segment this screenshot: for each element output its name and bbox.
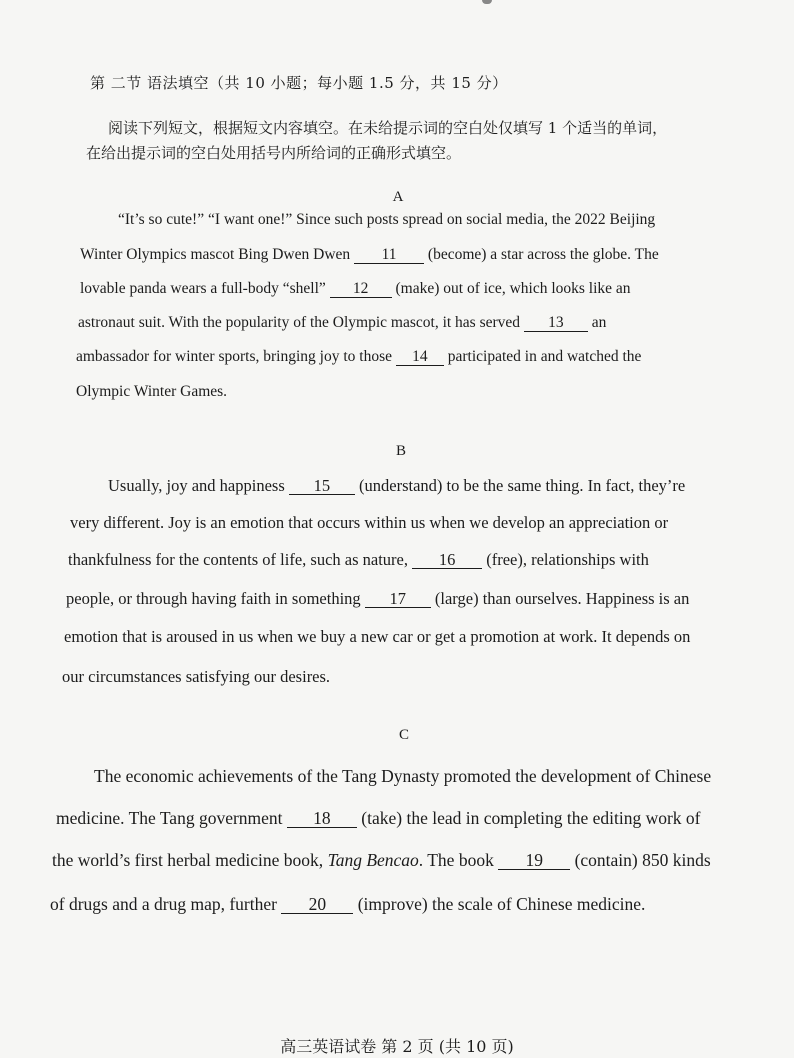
passage-c-text: of drugs and a drug map, further [50,894,282,914]
blank-14[interactable]: 14 [396,349,444,366]
passage-a-text: (become) a star across the globe. The [424,246,659,263]
passage-a-text: (make) out of ice, which looks like an [391,280,631,297]
blank-20[interactable]: 20 [281,895,353,914]
passage-b-text: (free), relationships with [482,550,649,569]
passage-a-text: ambassador for winter sports, bringing joy to those [76,348,396,365]
passage-b-text: (understand) to be the same thing. In fact, they’re [354,476,686,495]
passage-a-line-4 [78,314,606,332]
passage-a-line-2 [80,246,659,264]
passage-c-text: the world’s first herbal medicine book, [52,850,328,870]
blank-11[interactable]: 11 [354,247,424,264]
instructions-line-1: 阅读下列短文，根据短文内容填空。在未给提示词的空白处仅填写 1 个适当的单词， [108,119,668,137]
passage-c-line-2 [56,808,701,829]
passage-b-line-1 [108,476,685,496]
passage-a-line-3 [80,280,631,298]
passage-c-line-4 [50,894,645,915]
passage-c-line-1: The economic achievements of the Tang Dynasty promoted the development of Chinese [94,766,712,786]
passage-b-line-2: very different. Joy is an emotion that occurs within us when we develop an appreciation or [70,513,669,532]
book-title: Tang Bencao [327,850,419,870]
passage-b-letter: B [395,443,406,459]
passage-b-text: people, or through having faith in something [66,589,365,608]
passage-a-text: astronaut suit. With the popularity of the Olympic mascot, it has served [78,314,524,331]
passage-a-letter: A [392,189,404,205]
blank-15[interactable]: 15 [289,477,355,495]
passage-b-text: Usually, joy and happiness [108,476,289,495]
passage-b-text: (large) than ourselves. Happiness is an [430,589,690,608]
passage-c-text: (take) the lead in completing the editing work of [356,808,701,828]
page-footer: 高三英语试卷 第 2 页 (共 10 页) [280,1037,514,1056]
passage-c-text: medicine. The Tang government [56,808,287,828]
blank-17[interactable]: 17 [365,590,431,608]
passage-c-text: (improve) the scale of Chinese medicine. [353,894,646,914]
passage-b-line-4 [66,589,689,609]
passage-b-line-3 [68,550,649,570]
passage-b-text: thankfulness for the contents of life, such as nature, [68,550,413,569]
passage-c-line-3 [52,850,711,871]
blank-12[interactable]: 12 [330,281,392,298]
blank-13[interactable]: 13 [524,315,588,332]
passage-b-line-6: our circumstances satisfying our desires. [62,667,331,686]
passage-c-text: . The book [418,850,499,870]
passage-a-text: lovable panda wears a full-body “shell” [80,280,330,297]
passage-c-text: (contain) 850 kinds [570,850,711,870]
passage-a-line-5 [76,348,641,366]
instructions-line-2: 在给出提示词的空白处用括号内所给词的正确形式填空。 [86,144,462,162]
passage-a-text: an [587,314,607,331]
passage-a-line-1: “It’s so cute!” “I want one!” Since such posts spread on social media, the 2022 Beijing [118,211,656,228]
passage-a-text: participated in and watched the [443,348,642,365]
passage-b-line-5: emotion that is aroused in us when we buy a new car or get a promotion at work. It depends on [64,627,691,646]
blank-18[interactable]: 18 [287,809,357,828]
scan-mark [482,0,492,4]
passage-a-line-6: Olympic Winter Games. [76,383,228,400]
blank-19[interactable]: 19 [498,851,570,870]
passage-c-letter: C [398,727,409,743]
section-title: 第 二节 语法填空（共 10 小题；每小题 1.5 分，共 15 分） [90,74,508,92]
blank-16[interactable]: 16 [412,551,482,569]
passage-a-text: Winter Olympics mascot Bing Dwen Dwen [80,246,355,263]
